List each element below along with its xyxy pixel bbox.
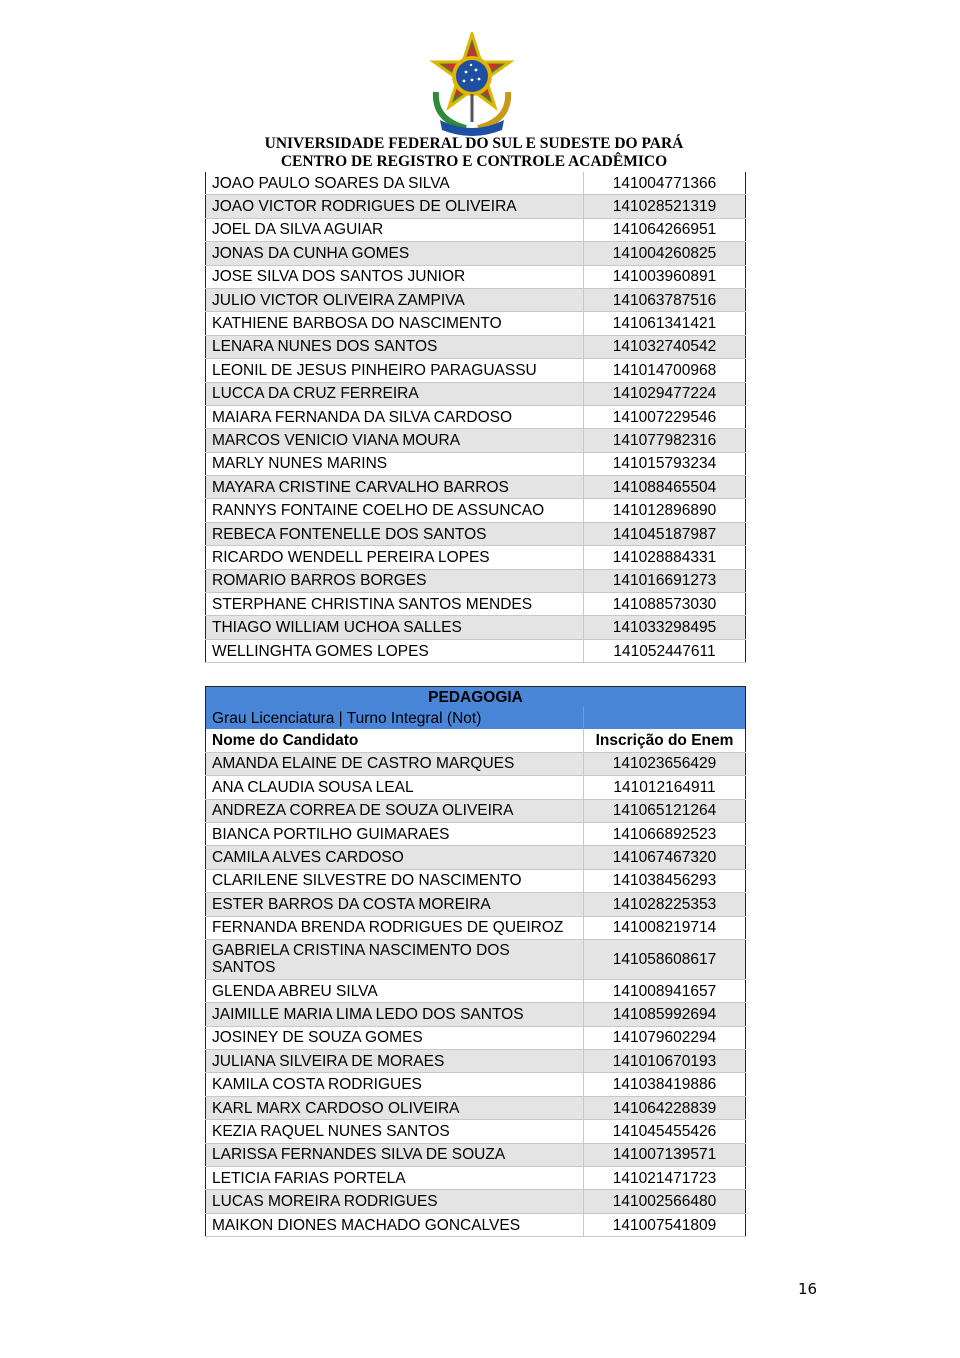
- table-row: [206, 979, 746, 1002]
- table-row: [206, 195, 746, 218]
- candidate-name: LUCAS MOREIRA RODRIGUES: [206, 1190, 584, 1213]
- table-row: [206, 288, 746, 311]
- enem-registration: 141038419886: [584, 1073, 746, 1096]
- enem-registration: 141004771366: [584, 172, 746, 195]
- course-header-empty-cell: [584, 707, 746, 729]
- enem-registration: 141032740542: [584, 335, 746, 358]
- enem-registration: 141012896890: [584, 499, 746, 522]
- table-row: [206, 1213, 746, 1236]
- candidate-name: KAMILA COSTA RODRIGUES: [206, 1073, 584, 1096]
- table-row: [206, 799, 746, 822]
- candidate-name: AMANDA ELAINE DE CASTRO MARQUES: [206, 752, 584, 775]
- candidate-name: CLARILENE SILVESTRE DO NASCIMENTO: [206, 869, 584, 892]
- enem-registration: 141021471723: [584, 1167, 746, 1190]
- candidate-name: THIAGO WILLIAM UCHOA SALLES: [206, 616, 584, 639]
- table-row: [206, 546, 746, 569]
- table-row: [206, 1096, 746, 1119]
- candidate-name: WELLINGHTA GOMES LOPES: [206, 639, 584, 662]
- table-row: [206, 359, 746, 382]
- candidate-name: LETICIA FARIAS PORTELA: [206, 1167, 584, 1190]
- candidate-name: JOAO VICTOR RODRIGUES DE OLIVEIRA: [206, 195, 584, 218]
- table-row: [206, 476, 746, 499]
- enem-registration: 141088465504: [584, 476, 746, 499]
- candidates-table-continued: [205, 172, 746, 663]
- enem-registration: 141064228839: [584, 1096, 746, 1119]
- candidate-name: LEONIL DE JESUS PINHEIRO PARAGUASSU: [206, 359, 584, 382]
- candidate-name: KEZIA RAQUEL NUNES SANTOS: [206, 1120, 584, 1143]
- candidate-name: JAIMILLE MARIA LIMA LEDO DOS SANTOS: [206, 1003, 584, 1026]
- enem-registration: 141007139571: [584, 1143, 746, 1166]
- brazil-coat-of-arms-icon: [426, 32, 518, 136]
- column-header-name: Nome do Candidato: [206, 729, 584, 752]
- candidate-name: ANDREZA CORREA DE SOUZA OLIVEIRA: [206, 799, 584, 822]
- table-row: [206, 172, 746, 195]
- course-degree-shift: Grau Licenciatura | Turno Integral (Not): [206, 707, 584, 729]
- enem-registration: 141038456293: [584, 869, 746, 892]
- candidate-name: STERPHANE CHRISTINA SANTOS MENDES: [206, 593, 584, 616]
- candidate-name: FERNANDA BRENDA RODRIGUES DE QUEIROZ: [206, 916, 584, 939]
- table-row: [206, 265, 746, 288]
- university-name: UNIVERSIDADE FEDERAL DO SUL E SUDESTE DO PARÁ: [264, 135, 684, 152]
- table-row: [206, 752, 746, 775]
- enem-registration: 141077982316: [584, 429, 746, 452]
- table-row: [206, 335, 746, 358]
- table-row: [206, 1073, 746, 1096]
- candidate-name: JOEL DA SILVA AGUIAR: [206, 218, 584, 241]
- table-row: [206, 312, 746, 335]
- enem-registration: 141029477224: [584, 382, 746, 405]
- enem-registration: 141066892523: [584, 822, 746, 845]
- table-row: [206, 218, 746, 241]
- candidate-name: RANNYS FONTAINE COELHO DE ASSUNCAO: [206, 499, 584, 522]
- table-row: [206, 569, 746, 592]
- table-row: [206, 869, 746, 892]
- enem-registration: 141058608617: [584, 939, 746, 979]
- column-header-enem: Inscrição do Enem: [584, 729, 746, 752]
- table-row: [206, 452, 746, 475]
- enem-registration: 141023656429: [584, 752, 746, 775]
- candidate-name: MARCOS VENICIO VIANA MOURA: [206, 429, 584, 452]
- enem-registration: 141061341421: [584, 312, 746, 335]
- enem-registration: 141088573030: [584, 593, 746, 616]
- enem-registration: 141008941657: [584, 979, 746, 1002]
- enem-registration: 141004260825: [584, 242, 746, 265]
- candidate-name: JOSINEY DE SOUZA GOMES: [206, 1026, 584, 1049]
- candidate-name: JULIO VICTOR OLIVEIRA ZAMPIVA: [206, 288, 584, 311]
- enem-registration: 141028225353: [584, 893, 746, 916]
- enem-registration: 141033298495: [584, 616, 746, 639]
- enem-registration: 141007541809: [584, 1213, 746, 1236]
- table-row: [206, 1003, 746, 1026]
- table-row: [206, 429, 746, 452]
- candidate-name: GABRIELA CRISTINA NASCIMENTO DOS SANTOS: [206, 939, 584, 979]
- table-row: [206, 405, 746, 428]
- enem-registration: 141016691273: [584, 569, 746, 592]
- candidate-name: ROMARIO BARROS BORGES: [206, 569, 584, 592]
- table-row: [206, 939, 746, 979]
- enem-registration: 141063787516: [584, 288, 746, 311]
- table-row: [206, 1143, 746, 1166]
- candidate-name: RICARDO WENDELL PEREIRA LOPES: [206, 546, 584, 569]
- table-row: [206, 522, 746, 545]
- enem-registration: 141007229546: [584, 405, 746, 428]
- pedagogia-candidates-table: [205, 686, 746, 1237]
- candidate-name: MAIKON DIONES MACHADO GONCALVES: [206, 1213, 584, 1236]
- candidate-name: ESTER BARROS DA COSTA MOREIRA: [206, 893, 584, 916]
- table-row: [206, 1167, 746, 1190]
- enem-registration: 141045455426: [584, 1120, 746, 1143]
- table-row: [206, 593, 746, 616]
- table-row: [206, 893, 746, 916]
- enem-registration: 141067467320: [584, 846, 746, 869]
- page-number: 16: [798, 1280, 818, 1298]
- candidate-name: MAIARA FERNANDA DA SILVA CARDOSO: [206, 405, 584, 428]
- table-row: [206, 776, 746, 799]
- table-row: [206, 1120, 746, 1143]
- table-row: [206, 1026, 746, 1049]
- enem-registration: 141045187987: [584, 522, 746, 545]
- candidate-name: ANA CLAUDIA SOUSA LEAL: [206, 776, 584, 799]
- enem-registration: 141012164911: [584, 776, 746, 799]
- candidate-name: JOAO PAULO SOARES DA SILVA: [206, 172, 584, 195]
- candidate-name: LARISSA FERNANDES SILVA DE SOUZA: [206, 1143, 584, 1166]
- table-row: [206, 822, 746, 845]
- candidate-name: MAYARA CRISTINE CARVALHO BARROS: [206, 476, 584, 499]
- enem-registration: 141015793234: [584, 452, 746, 475]
- department-name: CENTRO DE REGISTRO E CONTROLE ACADÊMICO: [280, 153, 668, 170]
- table-row: [206, 846, 746, 869]
- candidate-name: KARL MARX CARDOSO OLIVEIRA: [206, 1096, 584, 1119]
- enem-registration: 141079602294: [584, 1026, 746, 1049]
- table-row: [206, 382, 746, 405]
- enem-registration: 141014700968: [584, 359, 746, 382]
- candidate-name: GLENDA ABREU SILVA: [206, 979, 584, 1002]
- table-row: [206, 916, 746, 939]
- enem-registration: 141028884331: [584, 546, 746, 569]
- enem-registration: 141085992694: [584, 1003, 746, 1026]
- enem-registration: 141065121264: [584, 799, 746, 822]
- table-row: [206, 639, 746, 662]
- enem-registration: 141010670193: [584, 1050, 746, 1073]
- table-row: [206, 1050, 746, 1073]
- table-row: [206, 1190, 746, 1213]
- table-row: [206, 242, 746, 265]
- candidate-name: JONAS DA CUNHA GOMES: [206, 242, 584, 265]
- enem-registration: 141003960891: [584, 265, 746, 288]
- candidate-name: REBECA FONTENELLE DOS SANTOS: [206, 522, 584, 545]
- enem-registration: 141064266951: [584, 218, 746, 241]
- enem-registration: 141008219714: [584, 916, 746, 939]
- table-row: [206, 499, 746, 522]
- candidate-name: LUCCA DA CRUZ FERREIRA: [206, 382, 584, 405]
- candidate-name: KATHIENE BARBOSA DO NASCIMENTO: [206, 312, 584, 335]
- candidate-name: CAMILA ALVES CARDOSO: [206, 846, 584, 869]
- table-row: [206, 616, 746, 639]
- candidate-name: LENARA NUNES DOS SANTOS: [206, 335, 584, 358]
- candidate-name: MARLY NUNES MARINS: [206, 452, 584, 475]
- enem-registration: 141028521319: [584, 195, 746, 218]
- course-title: PEDAGOGIA: [206, 687, 746, 708]
- candidate-name: JOSE SILVA DOS SANTOS JUNIOR: [206, 265, 584, 288]
- enem-registration: 141052447611: [584, 639, 746, 662]
- candidate-name: JULIANA SILVEIRA DE MORAES: [206, 1050, 584, 1073]
- enem-registration: 141002566480: [584, 1190, 746, 1213]
- candidate-name: BIANCA PORTILHO GUIMARAES: [206, 822, 584, 845]
